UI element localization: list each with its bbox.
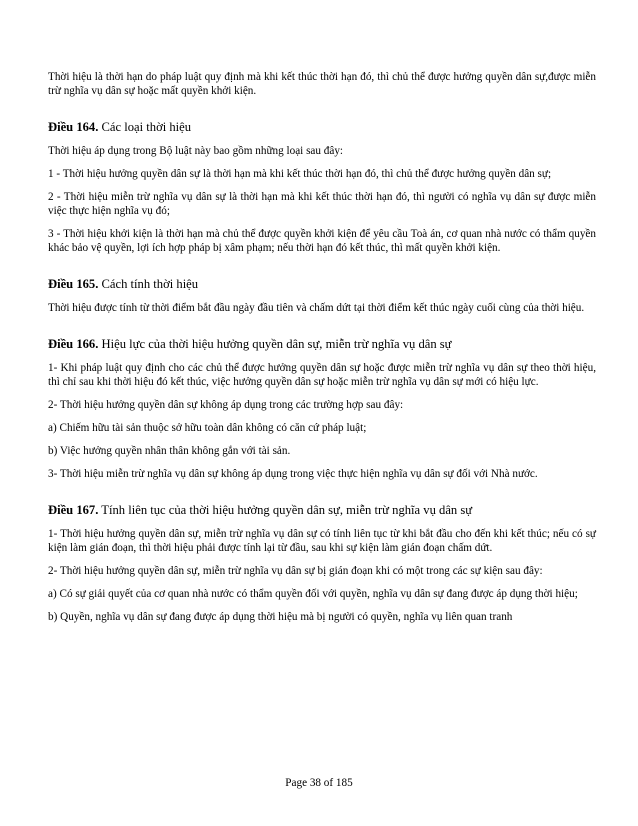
article-167-number: Điều 167.: [48, 503, 99, 517]
article-166-clause-3: 3- Thời hiệu miễn trừ nghĩa vụ dân sự không áp dụng trong việc thực hiện nghĩa vụ dân sự đối với Nhà nước.: [48, 468, 538, 480]
article-165-number: Điều 165.: [48, 277, 99, 291]
article-166-heading: [48, 337, 596, 352]
article-164-clause-1: 1 - Thời hiệu hưởng quyền dân sự là thời hạn mà khi kết thúc thời hạn đó, thì chủ thể được hưởng quyền dân sự;: [48, 168, 552, 180]
article-166-number: Điều 166.: [48, 337, 99, 351]
article-167-title: Tính liên tục của thời hiệu hưởng quyền dân sự, miễn trừ nghĩa vụ dân sự: [98, 503, 473, 517]
article-164-heading: [48, 120, 596, 135]
article-164-paragraph: Thời hiệu áp dụng trong Bộ luật này bao gồm những loại sau đây:: [48, 145, 344, 157]
article-166-item-a: a) Chiếm hữu tài sản thuộc sở hữu toàn dân không có căn cứ pháp luật;: [48, 422, 367, 434]
article-167-clause-2: 2- Thời hiệu hưởng quyền dân sự, miễn trừ nghĩa vụ dân sự bị gián đoạn khi có một trong các sự kiện sau đây:: [48, 565, 543, 577]
article-166-item-b: b) Việc hưởng quyền nhân thân không gắn với tài sản.: [48, 445, 291, 457]
article-165-title: Cách tính thời hiệu: [98, 277, 199, 291]
article-164-number: Điều 164.: [48, 120, 99, 134]
article-167-item-a: a) Có sự giải quyết của cơ quan nhà nước có thẩm quyền đối với quyền, nghĩa vụ dân sự đang được áp dụng thời hiệu;: [48, 588, 578, 600]
article-167-heading: [48, 503, 596, 518]
intro-paragraph: Thời hiệu là thời hạn do pháp luật quy định mà khi kết thúc thời hạn đó, thì chủ thể được hưởng quyền dân sự,được miễn trừ nghĩa vụ dân sự hoặc mất quyền khởi kiện.: [48, 71, 596, 97]
article-164-clause-3: 3 - Thời hiệu khởi kiện là thời hạn mà chủ thể được quyền khởi kiện để yêu cầu Toà án, cơ quan nhà nước có thẩm quyền khác bảo vệ quyền, lợi ích hợp pháp bị xâm phạm; nếu thời hạn đó kết thúc, thì mất quyền khởi kiện.: [48, 228, 596, 254]
article-165-heading: [48, 277, 596, 292]
article-166-title: Hiệu lực của thời hiệu hưởng quyền dân sự, miễn trừ nghĩa vụ dân sự: [98, 337, 452, 351]
article-165-paragraph: Thời hiệu được tính từ thời điểm bắt đầu ngày đầu tiên và chấm dứt tại thời điểm kết thúc ngày cuối cùng của thời hiệu.: [48, 302, 585, 314]
article-167-item-b: b) Quyền, nghĩa vụ dân sự đang được áp dụng thời hiệu mà bị người có quyền, nghĩa vụ liên quan tranh: [48, 611, 513, 623]
document-page: [48, 70, 596, 624]
article-166-clause-1: 1- Khi pháp luật quy định cho các chủ thể được hưởng quyền dân sự hoặc được miễn trừ nghĩa vụ dân sự theo thời hiệu, thì chỉ sau khi thời hiệu đó kết thúc, việc hưởng quyền dân sự hoặc miễn trừ nghĩa vụ dân sự mới có hiệu lực.: [48, 362, 596, 388]
page-number-footer: Page 38 of 185: [285, 777, 353, 789]
article-164-clause-2: 2 - Thời hiệu miễn trừ nghĩa vụ dân sự là thời hạn mà khi kết thúc thời hạn đó, thì người có nghĩa vụ dân sự được miễn việc thực hiện nghĩa vụ đó;: [48, 191, 596, 217]
article-167-clause-1: 1- Thời hiệu hưởng quyền dân sự, miễn trừ nghĩa vụ dân sự có tính liên tục từ khi bắt đầu cho đến khi kết thúc; nếu có sự kiện làm gián đoạn, thì thời hiệu phải được tính lại từ đầu, sau khi sự kiện làm gián đoạn chấm dứt.: [48, 528, 596, 554]
article-164-title: Các loại thời hiệu: [98, 120, 192, 134]
article-166-clause-2: 2- Thời hiệu hưởng quyền dân sự không áp dụng trong các trường hợp sau đây:: [48, 399, 404, 411]
